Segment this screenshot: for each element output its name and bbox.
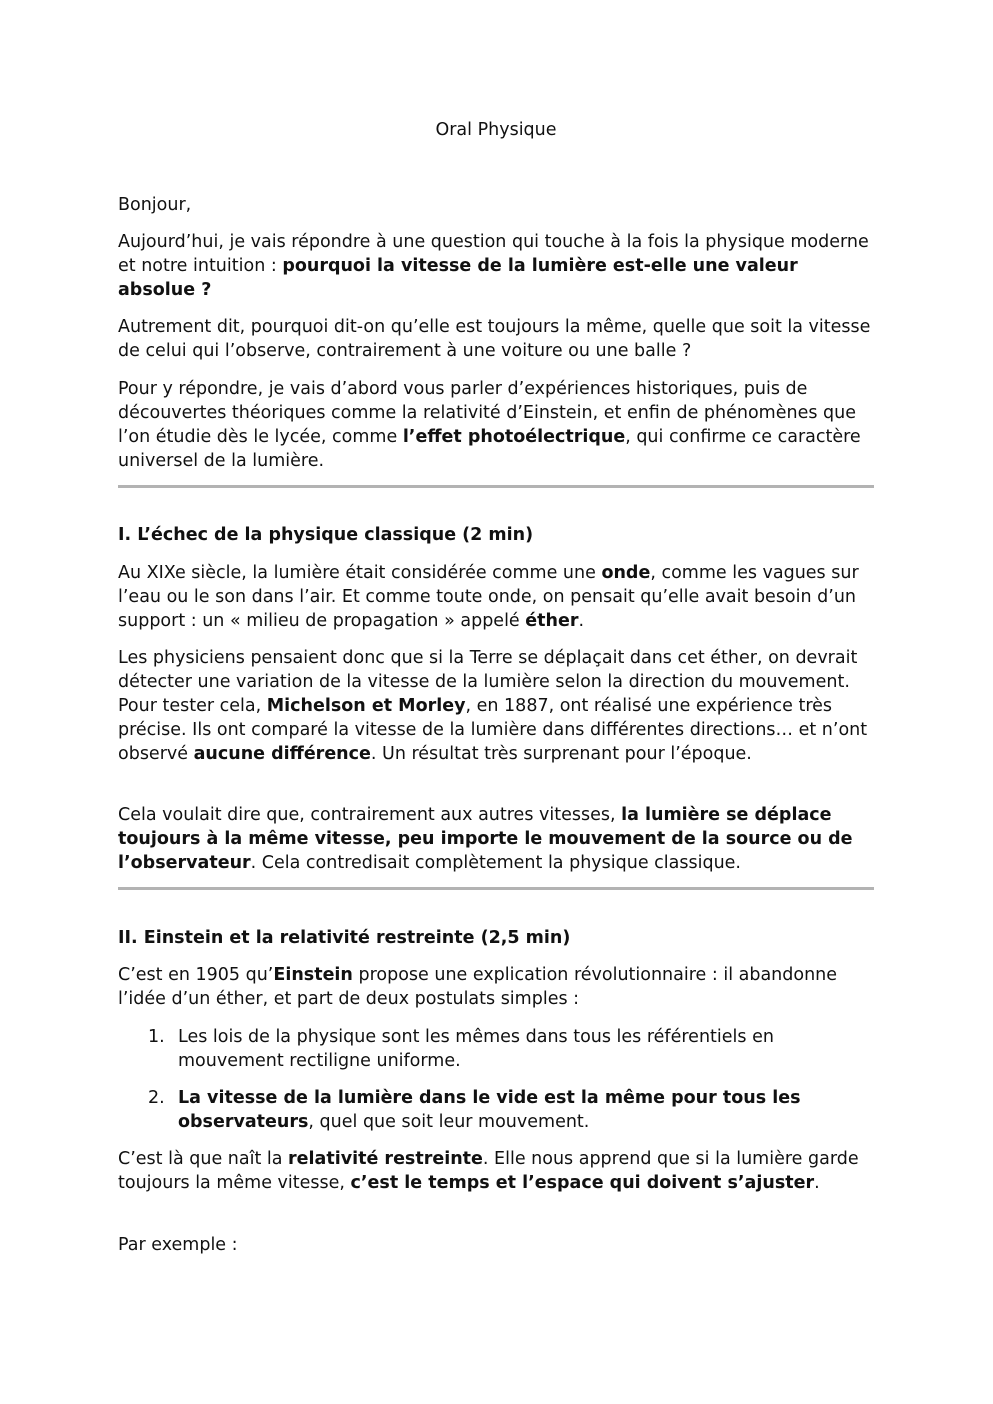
list-text: Les lois de la physique sont les mêmes dans tous les référentiels en mouvement rectiligne uniforme. <box>178 1027 774 1071</box>
s1-p1-c: , comme les vagues sur l’eau ou le son dans l’air. Et comme toute onde, on pensait qu’elle avait besoin d’un support : un « milieu de propagation » appelé <box>118 563 859 631</box>
section-divider <box>118 887 874 890</box>
intro-p1-question: pourquoi la vitesse de la lumière est-elle une valeur absolue ? <box>118 256 798 300</box>
s2-p2-a: C’est là que naît la <box>118 1149 289 1169</box>
intro-paragraph-3 <box>118 377 874 473</box>
s1-p2-d: aucune différence <box>193 744 371 764</box>
s2-p2-d: c’est le temps et l’espace qui doivent s’ajuster <box>350 1173 815 1193</box>
s2-p2-e: . <box>814 1173 820 1193</box>
section-1-paragraph-3 <box>118 803 874 875</box>
section-1-heading: I. L’échec de la physique classique (2 min) <box>118 525 534 545</box>
intro-p3-text-end: , qui confirme ce caractère universel de la lumière. <box>118 427 861 471</box>
list-text-end: , quel que soit leur mouvement. <box>308 1112 590 1132</box>
s2-p2-b: relativité restreinte <box>288 1149 483 1169</box>
s1-p3-a: Cela voulait dire que, contrairement aux autres vitesses, <box>118 805 622 825</box>
s1-p2-a: Les physiciens pensaient donc que si la Terre se déplaçait dans cet éther, on devrait détecter une variation de la vitesse de la lumière selon la direction du mouvement. Pour tester cela, <box>118 648 858 716</box>
intro-paragraph-1 <box>118 230 874 302</box>
s1-p2-c: , en 1887, ont réalisé une expérience très précise. Ils ont comparé la vitesse de la lumière dans différentes directions… et n’ont observé <box>118 696 868 764</box>
s1-p3-b: la lumière se déplace toujours à la même vitesse, peu importe le mouvement de la source ou de l’observateur <box>118 805 853 873</box>
greeting: Bonjour, <box>118 195 192 215</box>
intro-paragraph-2: Autrement dit, pourquoi dit-on qu’elle est toujours la même, quelle que soit la vitesse de celui qui l’observe, contrairement à une voiture ou une balle ? <box>118 317 871 361</box>
s1-p1-b: onde <box>601 563 651 583</box>
list-text <box>178 1086 874 1134</box>
s1-p2-e: . Un résultat très surprenant pour l’époque. <box>370 744 752 764</box>
intro-p3-text: Pour y répondre, je vais d’abord vous parler d’expériences historiques, puis de découvertes théoriques comme la relativité d’Einstein, et enfin de phénomènes que l’on étudie dès le lycée, comme <box>118 379 856 447</box>
section-2-heading: II. Einstein et la relativité restreinte (2,5 min) <box>118 928 571 948</box>
s1-p3-c: . Cela contredisait complètement la physique classique. <box>250 853 741 873</box>
s2-p2-c: . Elle nous apprend que si la lumière garde toujours la même vitesse, <box>118 1149 859 1193</box>
intro-p3-bold: l’effet photoélectrique <box>402 427 626 447</box>
section-1-paragraph-1 <box>118 561 874 633</box>
s1-p1-d: éther <box>525 611 579 631</box>
s2-p1-b: Einstein <box>273 965 353 985</box>
section-2-paragraph-1 <box>118 963 874 1011</box>
list-number: 1. <box>148 1027 165 1047</box>
list-number: 2. <box>148 1088 165 1108</box>
list-bold: La vitesse de la lumière dans le vide est la même pour tous les observateurs <box>178 1088 801 1132</box>
section-divider <box>118 485 874 488</box>
s2-p1-c: propose une explication révolutionnaire : il abandonne l’idée d’un éther, et part de deux postulats simples : <box>118 965 838 1009</box>
section-1-paragraph-2 <box>118 646 874 766</box>
section-2-paragraph-2 <box>118 1147 874 1195</box>
intro-p1-text: Aujourd’hui, je vais répondre à une question qui touche à la fois la physique moderne et notre intuition : <box>118 232 869 276</box>
s2-p1-a: C’est en 1905 qu’ <box>118 965 274 985</box>
s1-p1-a: Au XIXe siècle, la lumière était considérée comme une <box>118 563 602 583</box>
section-2-paragraph-3: Par exemple : <box>118 1235 238 1255</box>
document-title: Oral Physique <box>435 120 557 140</box>
s1-p1-e: . <box>578 611 585 631</box>
s1-p2-b: Michelson et Morley <box>266 696 466 716</box>
